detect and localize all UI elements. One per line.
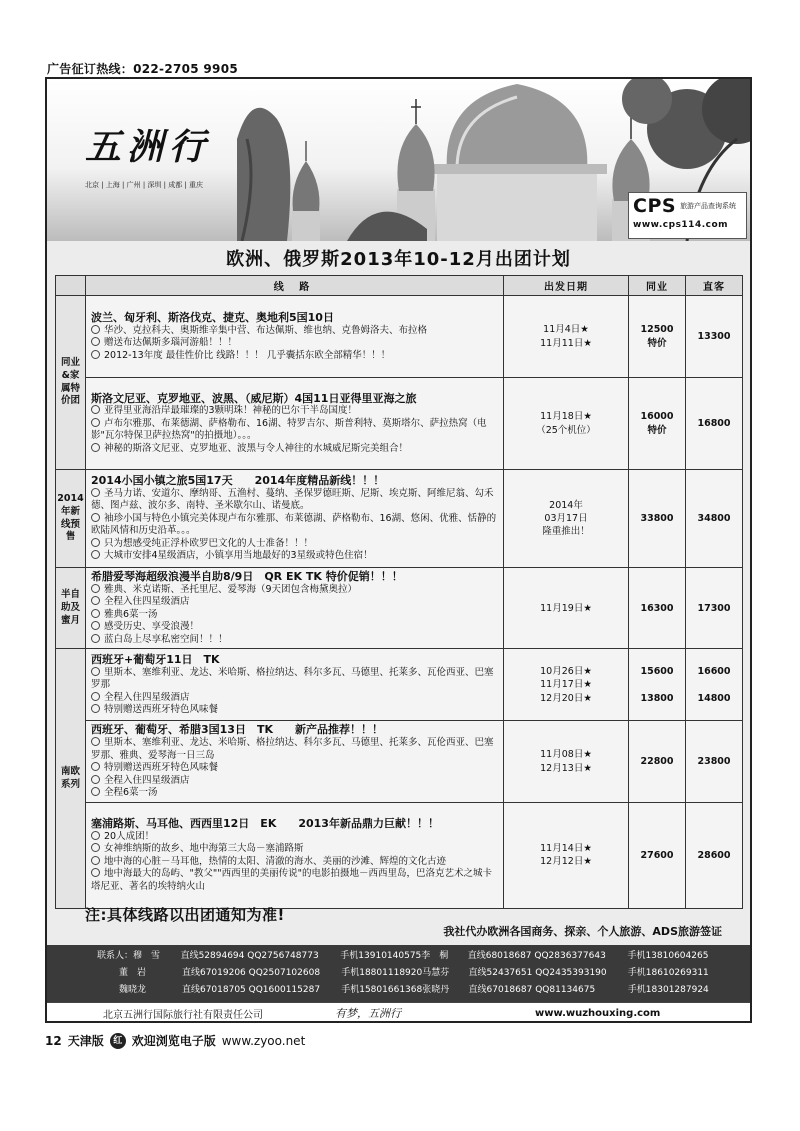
route-detail-text: 蓝白岛上尽享私密空间！！！ xyxy=(104,633,228,645)
bullet-icon xyxy=(91,325,100,334)
category-label: 南欧系列 xyxy=(56,649,86,908)
route-cell xyxy=(86,721,504,802)
contact-name: 魏晓龙 xyxy=(119,985,147,995)
departure-dates: 11月19日★ xyxy=(504,568,629,649)
departure-dates: 10月26日★ 11月17日★ 12月20日★ xyxy=(504,649,629,721)
route-detail xyxy=(91,737,498,762)
bullet-icon xyxy=(91,856,100,865)
route-detail-text: 特别赠送西班牙特色风味餐 xyxy=(104,762,219,774)
direct-price: 16600 14800 xyxy=(686,649,743,721)
contact-phone: 直线67018705 QQ1600115287 xyxy=(181,985,321,995)
contact-name: 马慧芬 xyxy=(422,968,450,978)
welcome-text: 欢迎浏览电子版 xyxy=(131,1034,216,1048)
slogan: 有梦，五洲行 xyxy=(335,1007,401,1020)
bullet-icon xyxy=(91,443,100,452)
category-label: 同业&家属特价团 xyxy=(56,296,86,470)
header-direct: 直客 xyxy=(686,276,743,296)
peer-price: 27600 xyxy=(629,802,686,908)
page-title: 欧洲、俄罗斯2013年10-12月出团计划 xyxy=(226,249,571,270)
route-detail xyxy=(91,550,498,563)
route-cell xyxy=(86,568,504,649)
route-detail-text: 2012-13年度 最佳性价比 线路！！！ 几乎囊括东欧全部精华！！！ xyxy=(104,349,391,361)
route-detail xyxy=(91,868,498,893)
contact-mobile: 手机18610269311 xyxy=(627,968,709,978)
cps-url[interactable]: www.cps114.com xyxy=(633,220,729,230)
departure-dates: 11月18日★ （25个机位） xyxy=(504,378,629,470)
route-title: 西班牙+葡萄牙11日 TK xyxy=(91,652,220,666)
contact-name: 联系人：穆 雪 xyxy=(97,951,161,961)
route-detail-text: 华沙、克拉科夫、奥斯维辛集中营、布达佩斯、维也纳、克鲁姆洛夫、布拉格 xyxy=(104,324,428,336)
edition: 天津版 xyxy=(67,1034,104,1048)
direct-price: 28600 xyxy=(686,802,743,908)
departure-dates: 11月08日★ 12月13日★ xyxy=(504,721,629,802)
route-detail-text: 大城市安排4星级酒店，小镇享用当地最好的3星级或特色住宿！ xyxy=(104,550,373,562)
company-name: 北京五洲行国际旅行社有限责任公司 xyxy=(103,1009,263,1021)
route-detail xyxy=(91,337,498,350)
route-detail-text: 全程入住四星级酒店 xyxy=(104,774,190,786)
route-detail-text: 赠送布达佩斯多瑙河游船！！！ xyxy=(104,337,238,349)
notice: 注:具体线路以出团通知为准! xyxy=(85,906,285,924)
company-footer xyxy=(47,1002,750,1023)
route-detail xyxy=(91,596,498,609)
bullet-icon xyxy=(91,775,100,784)
header-route: 线 路 xyxy=(86,276,504,296)
route-detail xyxy=(91,621,498,634)
peer-price: 33800 xyxy=(629,470,686,568)
contact-mobile: 手机15801661368 xyxy=(341,985,423,995)
logo-text: 五洲行 xyxy=(85,126,212,168)
contact-phone: 直线67018687 QQ81134675 xyxy=(468,985,596,995)
bullet-icon xyxy=(91,550,100,559)
route-cell xyxy=(86,802,504,908)
route-detail-text: 全程入住四星级酒店 xyxy=(104,596,190,608)
ad-hotline: 广告征订热线：022-2705 9905 xyxy=(47,62,239,76)
tour-row xyxy=(56,296,743,378)
route-title: 斯洛文尼亚、克罗地亚、波黑、（威尼斯）4国11日亚得里亚海之旅 xyxy=(91,391,417,405)
bullet-icon xyxy=(91,831,100,840)
route-detail xyxy=(91,692,498,705)
category-label: 半自助及蜜月 xyxy=(56,568,86,649)
route-detail-text: 特别赠送西班牙特色风味餐 xyxy=(104,704,219,716)
route-title: 2014小国小镇之旅5国17天 2014年度精品新线！！！ xyxy=(91,474,385,488)
departure-dates: 2014年 03月17日 隆重推出！ xyxy=(504,470,629,568)
route-detail-text: 里斯本、塞维利亚、龙达、米哈斯、格拉纳达、科尔多瓦、马德里、托莱多、瓦伦西亚、巴塞罗那、雅典、爱琴海一日三岛 xyxy=(91,737,494,761)
bullet-icon xyxy=(91,596,100,605)
route-detail xyxy=(91,762,498,775)
route-detail-text: 圣马力诺、安道尔、摩纳哥、五渔村、蔓纳、圣保罗德旺斯、尼斯、埃克斯、阿维尼翁、勾禾德、图卢兹、波尔多、南特、圣米歇尔山、诺曼底。 xyxy=(91,487,494,512)
route-detail-text: 地中海最大的岛屿、"教父""西西里的美丽传说"的电影拍摄地－西西里岛，巴洛克艺术之城卡塔尼亚、著名的埃特纳火山 xyxy=(91,868,492,892)
route-detail xyxy=(91,634,498,647)
tour-row xyxy=(56,568,743,649)
contact-phone: 直线52437651 QQ2435393190 xyxy=(468,968,607,978)
bullet-icon xyxy=(91,350,100,359)
table-header-row xyxy=(56,276,743,296)
route-detail xyxy=(91,831,498,844)
route-detail xyxy=(91,405,498,418)
contact-mobile: 手机18301287924 xyxy=(627,985,709,995)
cps-badge xyxy=(628,192,747,239)
bullet-icon xyxy=(91,667,100,676)
contact-row xyxy=(97,948,750,965)
bullet-icon xyxy=(91,634,100,643)
bullet-icon xyxy=(91,488,100,497)
route-detail-text: 感受历史、享受浪漫！ xyxy=(104,621,200,633)
route-detail xyxy=(91,667,498,692)
departure-dates: 11月14日★ 12月12日★ xyxy=(504,802,629,908)
route-detail-text: 雅典6菜一汤 xyxy=(104,608,158,620)
bullet-icon xyxy=(91,418,100,427)
peer-price: 15600 13800 xyxy=(629,649,686,721)
route-detail xyxy=(91,704,498,717)
route-detail xyxy=(91,418,498,443)
route-detail xyxy=(91,856,498,869)
route-title: 波兰、匈牙利、斯洛伐克、捷克、奥地利5国10日 xyxy=(91,310,334,324)
header-peer: 同业 xyxy=(629,276,686,296)
bullet-icon xyxy=(91,513,100,522)
direct-price: 34800 xyxy=(686,470,743,568)
route-detail-text: 里斯本、塞维利亚、龙达、米哈斯、格拉纳达、科尔多瓦、马德里、托莱多、瓦伦西亚、巴塞罗那 xyxy=(91,666,494,691)
logo-cities: 北京 | 上海 | 广州 | 深圳 | 成都 | 重庆 xyxy=(85,181,204,189)
contact-mobile: 手机13810604265 xyxy=(627,951,709,961)
route-detail-text: 亚得里亚海沿岸最璀璨的3颗明珠！神秘的巴尔干半岛国度！ xyxy=(104,405,358,417)
route-detail-text: 只为想感受纯正浮朴欧罗巴文化的人士准备！！！ xyxy=(104,537,314,549)
tour-row xyxy=(56,649,743,721)
tour-row xyxy=(56,721,743,802)
bullet-icon xyxy=(91,762,100,771)
wuzhouxing-logo xyxy=(85,119,235,190)
bullet-icon xyxy=(91,621,100,630)
departure-dates: 11月4日★ 11月11日★ xyxy=(504,296,629,378)
visa-service: 我社代办欧洲各国商务、探亲、个人旅游、ADS旅游签证 xyxy=(443,925,722,938)
header-dates: 出发日期 xyxy=(504,276,629,296)
route-detail xyxy=(91,488,498,513)
route-detail xyxy=(91,775,498,788)
contact-mobile: 手机18801118920 xyxy=(341,968,423,978)
bullet-icon xyxy=(91,704,100,713)
cps-name: CPS xyxy=(633,195,677,217)
route-cell xyxy=(86,378,504,470)
contacts-panel xyxy=(47,945,750,1002)
route-title: 希腊爱琴海超级浪漫半自助8/9日 QR EK TK 特价促销！！！ xyxy=(91,570,403,583)
hong-badge-icon: 红 xyxy=(110,1033,126,1049)
contact-phone: 直线68018687 QQ2836377643 xyxy=(467,951,606,961)
bullet-icon xyxy=(91,737,100,746)
advertisement xyxy=(45,77,752,1023)
route-detail-text: 全程6菜一汤 xyxy=(104,787,158,799)
bullet-icon xyxy=(91,787,100,796)
tour-row xyxy=(56,470,743,568)
peer-price: 16000 特价 xyxy=(629,378,686,470)
route-detail-text: 女神维纳斯的故乡、地中海第三大岛－塞浦路斯 xyxy=(104,843,304,855)
contact-name: 张晓丹 xyxy=(422,985,450,995)
route-detail xyxy=(91,538,498,551)
route-detail xyxy=(91,325,498,338)
header-empty xyxy=(56,276,86,296)
direct-price: 16800 xyxy=(686,378,743,470)
route-cell xyxy=(86,296,504,378)
contact-phone: 直线52894694 QQ2756748773 xyxy=(180,951,319,961)
contact-phone: 直线67019206 QQ2507102608 xyxy=(181,968,321,978)
route-cell xyxy=(86,470,504,568)
route-detail-text: 地中海的心脏－马耳他，热情的太阳、清澈的海水、美丽的沙滩、辉煌的文化古迹 xyxy=(104,855,447,867)
tour-row xyxy=(56,378,743,470)
route-detail xyxy=(91,609,498,622)
route-cell xyxy=(86,649,504,721)
route-detail xyxy=(91,350,498,363)
tour-row xyxy=(56,802,743,908)
route-detail xyxy=(91,584,498,597)
route-detail-text: 雅典、米克诺斯、圣托里尼、爱琴海（9天团包含梅黛奥拉） xyxy=(104,583,358,595)
page-footer xyxy=(45,1032,305,1049)
contact-name: 董 岩 xyxy=(119,968,147,978)
direct-price: 23800 xyxy=(686,721,743,802)
bullet-icon xyxy=(91,538,100,547)
route-detail xyxy=(91,787,498,800)
route-title: 塞浦路斯、马耳他、西西里12日 EK 2013年新品鼎力巨献！！！ xyxy=(91,817,439,831)
bullet-icon xyxy=(91,584,100,593)
bullet-icon xyxy=(91,843,100,852)
tour-schedule-table xyxy=(55,275,743,909)
route-detail-text: 全程入住四星级酒店 xyxy=(104,691,190,703)
company-url[interactable]: www.wuzhouxing.com xyxy=(535,1007,661,1019)
route-detail-text: 袖珍小国与特色小镇完美体现卢布尔雅那、布莱德湖、萨格勒布、16湖、悠闲、优雅、恬静的欧陆风情和历史沿革。。。 xyxy=(91,512,497,537)
cps-subtitle: 旅游产品查询系统 xyxy=(680,201,737,210)
bullet-icon xyxy=(91,692,100,701)
route-detail-text: 卢布尔雅那、布莱德湖、萨格勒布、16湖、特罗吉尔、斯普利特、莫斯塔尔、萨拉热窝（电影"瓦尔特保卫萨拉热窝"的拍摄地）。。。 xyxy=(91,417,487,442)
bullet-icon xyxy=(91,609,100,618)
contact-name: 李 桐 xyxy=(421,951,449,961)
contact-mobile: 手机13910140575 xyxy=(340,951,422,961)
route-detail-text: 20人成团！ xyxy=(104,830,155,842)
contact-row xyxy=(97,982,750,999)
peer-price: 16300 xyxy=(629,568,686,649)
bullet-icon xyxy=(91,868,100,877)
route-title: 西班牙、葡萄牙、希腊3国13日 TK 新产品推荐！！！ xyxy=(91,723,383,737)
route-detail xyxy=(91,513,498,538)
bullet-icon xyxy=(91,405,100,414)
page-number: 12 xyxy=(45,1033,62,1048)
direct-price: 13300 xyxy=(686,296,743,378)
route-detail-text: 神秘的斯洛文尼亚、克罗地亚、波黑与令人神往的水城威尼斯完美组合！ xyxy=(104,442,409,454)
route-detail xyxy=(91,443,498,456)
bullet-icon xyxy=(91,337,100,346)
peer-price: 12500 特价 xyxy=(629,296,686,378)
site-url[interactable]: www.zyoo.net xyxy=(221,1033,306,1048)
category-label: 2014年新线预售 xyxy=(56,470,86,568)
direct-price: 17300 xyxy=(686,568,743,649)
contact-row xyxy=(97,965,750,982)
peer-price: 22800 xyxy=(629,721,686,802)
route-detail xyxy=(91,843,498,856)
banner xyxy=(47,79,750,241)
